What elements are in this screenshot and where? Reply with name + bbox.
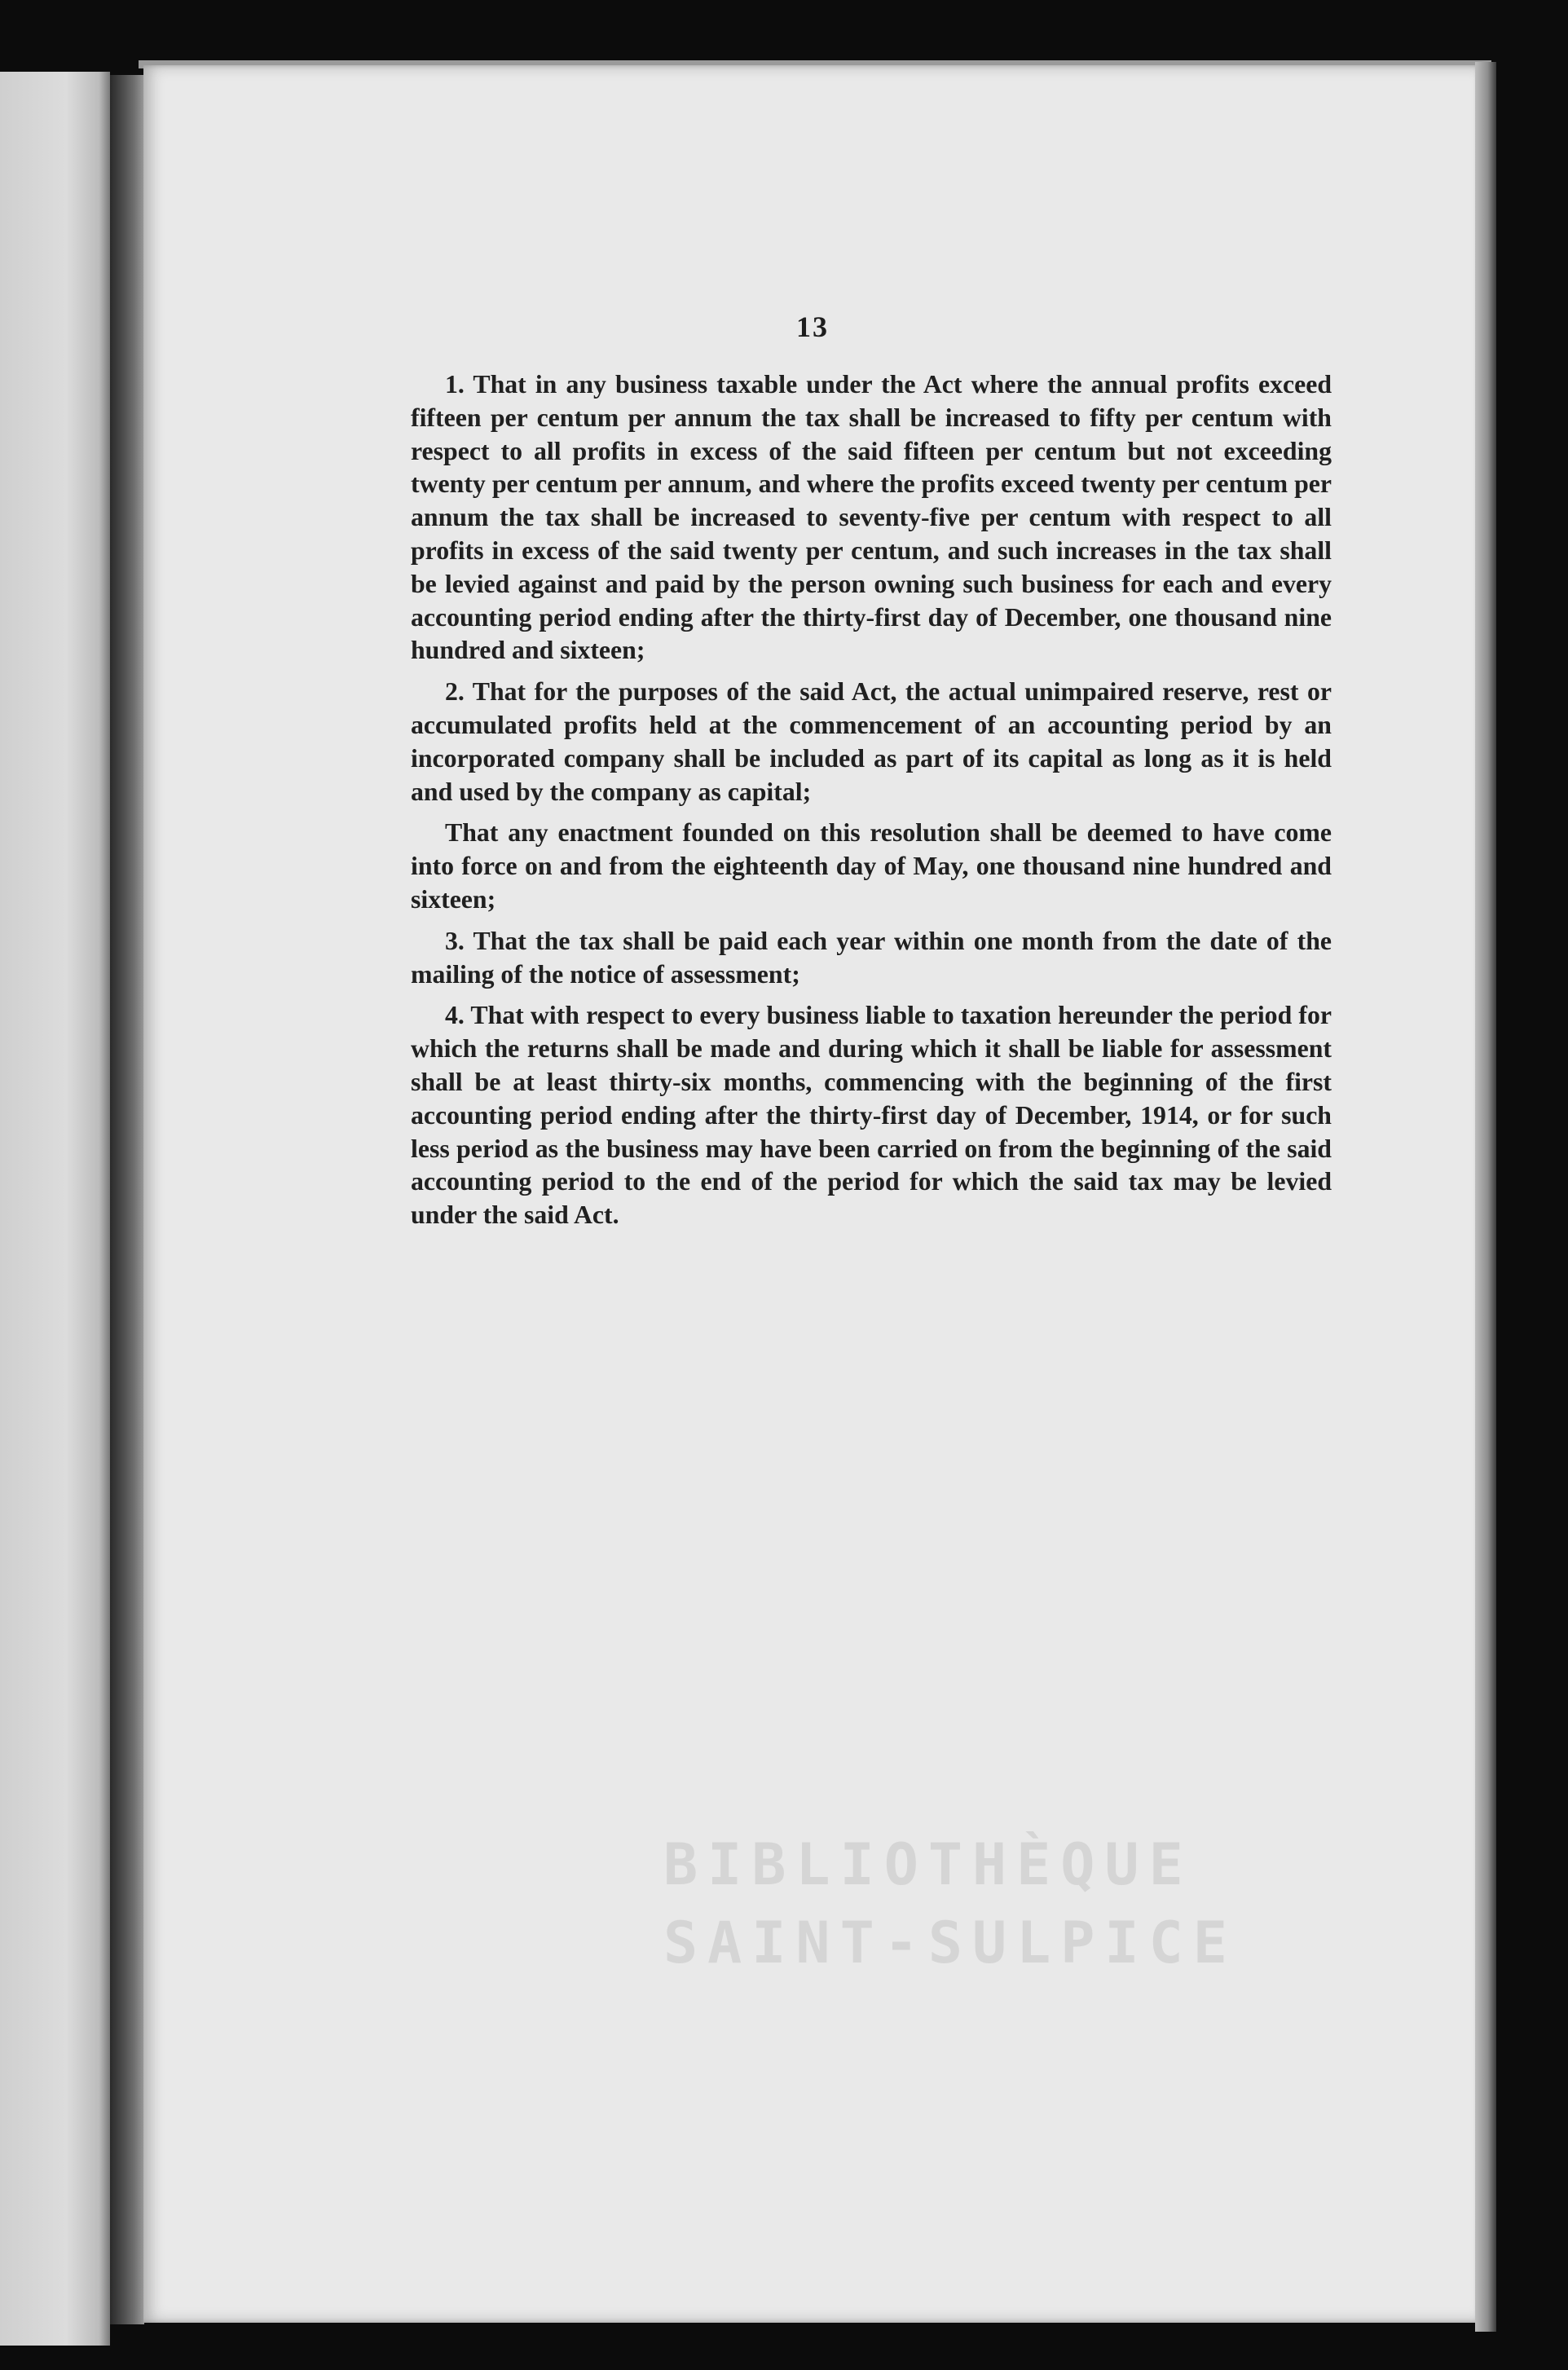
- body-text: [411, 368, 1332, 1240]
- paragraph-enactment: That any enactment founded on this resolution shall be deemed to have come into force on and from the eighteenth day of May, one thousand nine hundred and sixteen;: [411, 818, 1332, 914]
- page-right-edge: [1475, 62, 1496, 2332]
- page-number: 13: [796, 311, 829, 343]
- paragraph-2: 2. That for the purposes of the said Act, the actual unimpaired reserve, rest or accumulated profits held at the commencement of an accounting period by an incorporated company shall be included as part of its capital as long as it is held and used by the company as capital;: [411, 677, 1332, 806]
- paragraph-1: 1. That in any business taxable under the Act where the annual profits exceed fifteen per centum per annum the tax shall be increased to fifty per centum with respect to all profits in excess of the said fifteen per centum but not exceeding twenty per centum per annum, and where the profits exceed twenty per centum per annum the tax shall be increased to seventy-five per centum with respect to all profits in excess of the said twenty per centum, and such increases in the tax shall be levied against and paid by the person owning such business for each and every accounting period ending after the thirty-first day of December, one thousand nine hundred and sixteen;: [411, 370, 1332, 665]
- binding-gutter: [110, 75, 144, 2324]
- paragraph-3: 3. That the tax shall be paid each year within one month from the date of the mailing of the notice of assessment;: [411, 926, 1332, 989]
- stamp-line-2: SAINT-SULPICE: [663, 1910, 1237, 1976]
- stamp-line-1: BIBLIOTHÈQUE: [663, 1831, 1193, 1898]
- document-page: [143, 65, 1480, 2323]
- library-perforation-stamp: [663, 1826, 1237, 1982]
- previous-page-edge: [0, 72, 110, 2346]
- paragraph-4: 4. That with respect to every business liable to taxation hereunder the period for which the returns shall be made and during which it shall be liable for assessment shall be at least thirty-six months, commencing with the beginning of the first accounting period ending after the thirty-first day of December, 1914, or for such less period as the business may have been carried on from the beginning of the said accounting period to the end of the period for which the said tax may be levied under the said Act.: [411, 1001, 1332, 1230]
